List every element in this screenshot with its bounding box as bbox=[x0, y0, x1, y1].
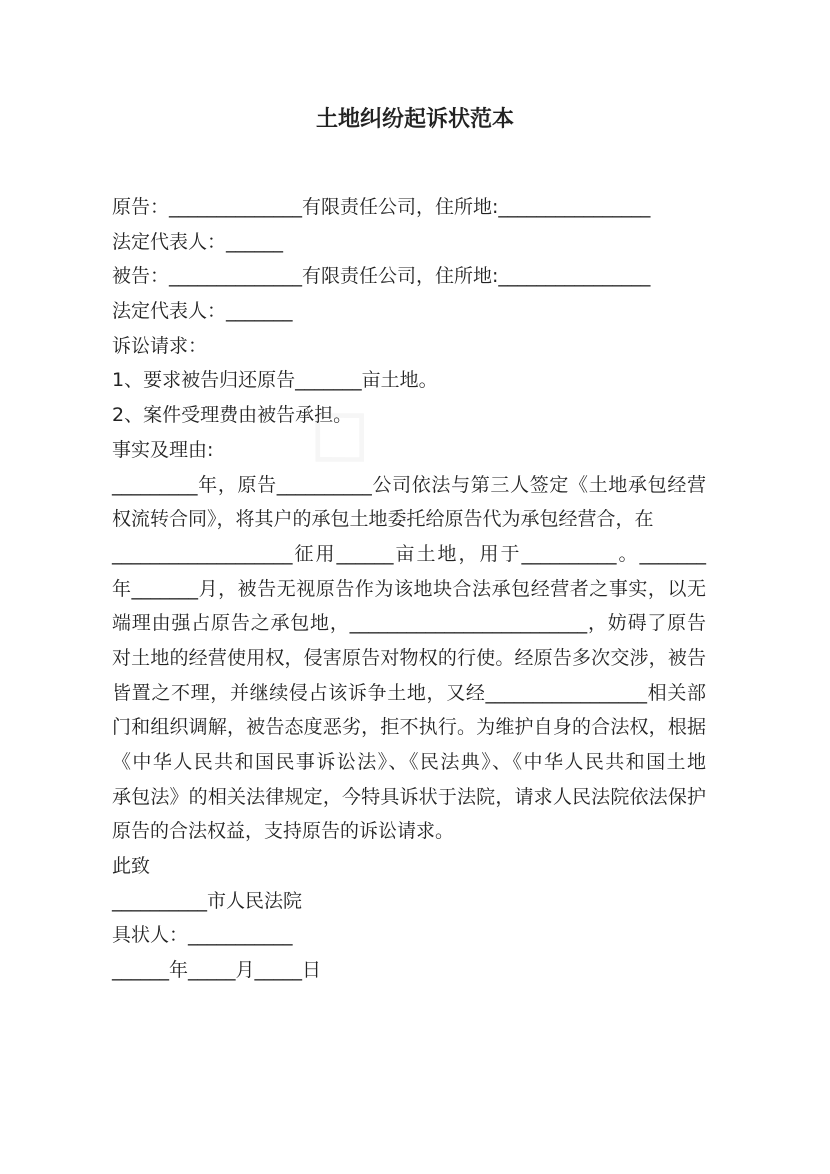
facts-line: 《中华人民共和国民事诉讼法》、《民法典》、《中华人民共和国土地 bbox=[112, 751, 706, 773]
claims-heading: 诉讼请求： bbox=[112, 334, 208, 357]
claim-item: 2、案件受理费由被告承担。 bbox=[112, 404, 353, 427]
date-line: ______年_____月_____日 bbox=[112, 959, 322, 982]
facts-line: 皆置之不理，并继续侵占该诉争土地，又经_________________相关部 bbox=[112, 681, 706, 704]
defendant-representative-line: 法定代表人：_______ bbox=[112, 300, 293, 323]
plaintiff-line: 原告：______________有限责任公司，住所地:________________ bbox=[112, 196, 651, 218]
defendant-line: 被告：______________有限责任公司，住所地:________________ bbox=[112, 265, 651, 288]
facts-line: 年_______月，被告无视原告作为该地块合法承包经营者之事实，以无 bbox=[112, 577, 706, 600]
facts-line: 端理由强占原告之承包地，_________________________，妨碍了原告 bbox=[112, 612, 706, 635]
salutation: 此致 bbox=[112, 855, 151, 878]
facts-line: 原告的合法权益，支持原告的诉讼请求。 bbox=[112, 820, 455, 843]
facts-line: ___________________征用______亩土地，用于__________。_______ bbox=[112, 542, 706, 565]
plaintiff-representative-line: 法定代表人：______ bbox=[112, 230, 284, 253]
facts-heading: 事实及理由: bbox=[112, 438, 214, 461]
signer-line: 具状人：___________ bbox=[112, 924, 293, 947]
document-title: 土地纠纷起诉状范本 bbox=[315, 107, 514, 132]
court-line: __________市人民法院 bbox=[112, 889, 303, 912]
claim-item: 1、要求被告归还原告_______亩土地。 bbox=[112, 369, 438, 392]
facts-line: 对土地的经营使用权，侵害原告对物权的行使。经原告多次交涉，被告 bbox=[112, 646, 706, 669]
facts-line: 门和组织调解，被告态度恶劣，拒不执行。为维护自身的合法权，根据 bbox=[112, 716, 706, 739]
facts-line: _________年，原告__________公司依法与第三人签定《土地承包经营 bbox=[112, 473, 706, 496]
facts-line: 承包法》的相关法律规定，今特具诉状于法院，请求人民法院依法保护 bbox=[112, 785, 706, 808]
facts-line: 权流转合同》，将其户的承包土地委托给原告代为承包经营合，在 bbox=[112, 508, 654, 531]
document-body bbox=[112, 190, 706, 988]
